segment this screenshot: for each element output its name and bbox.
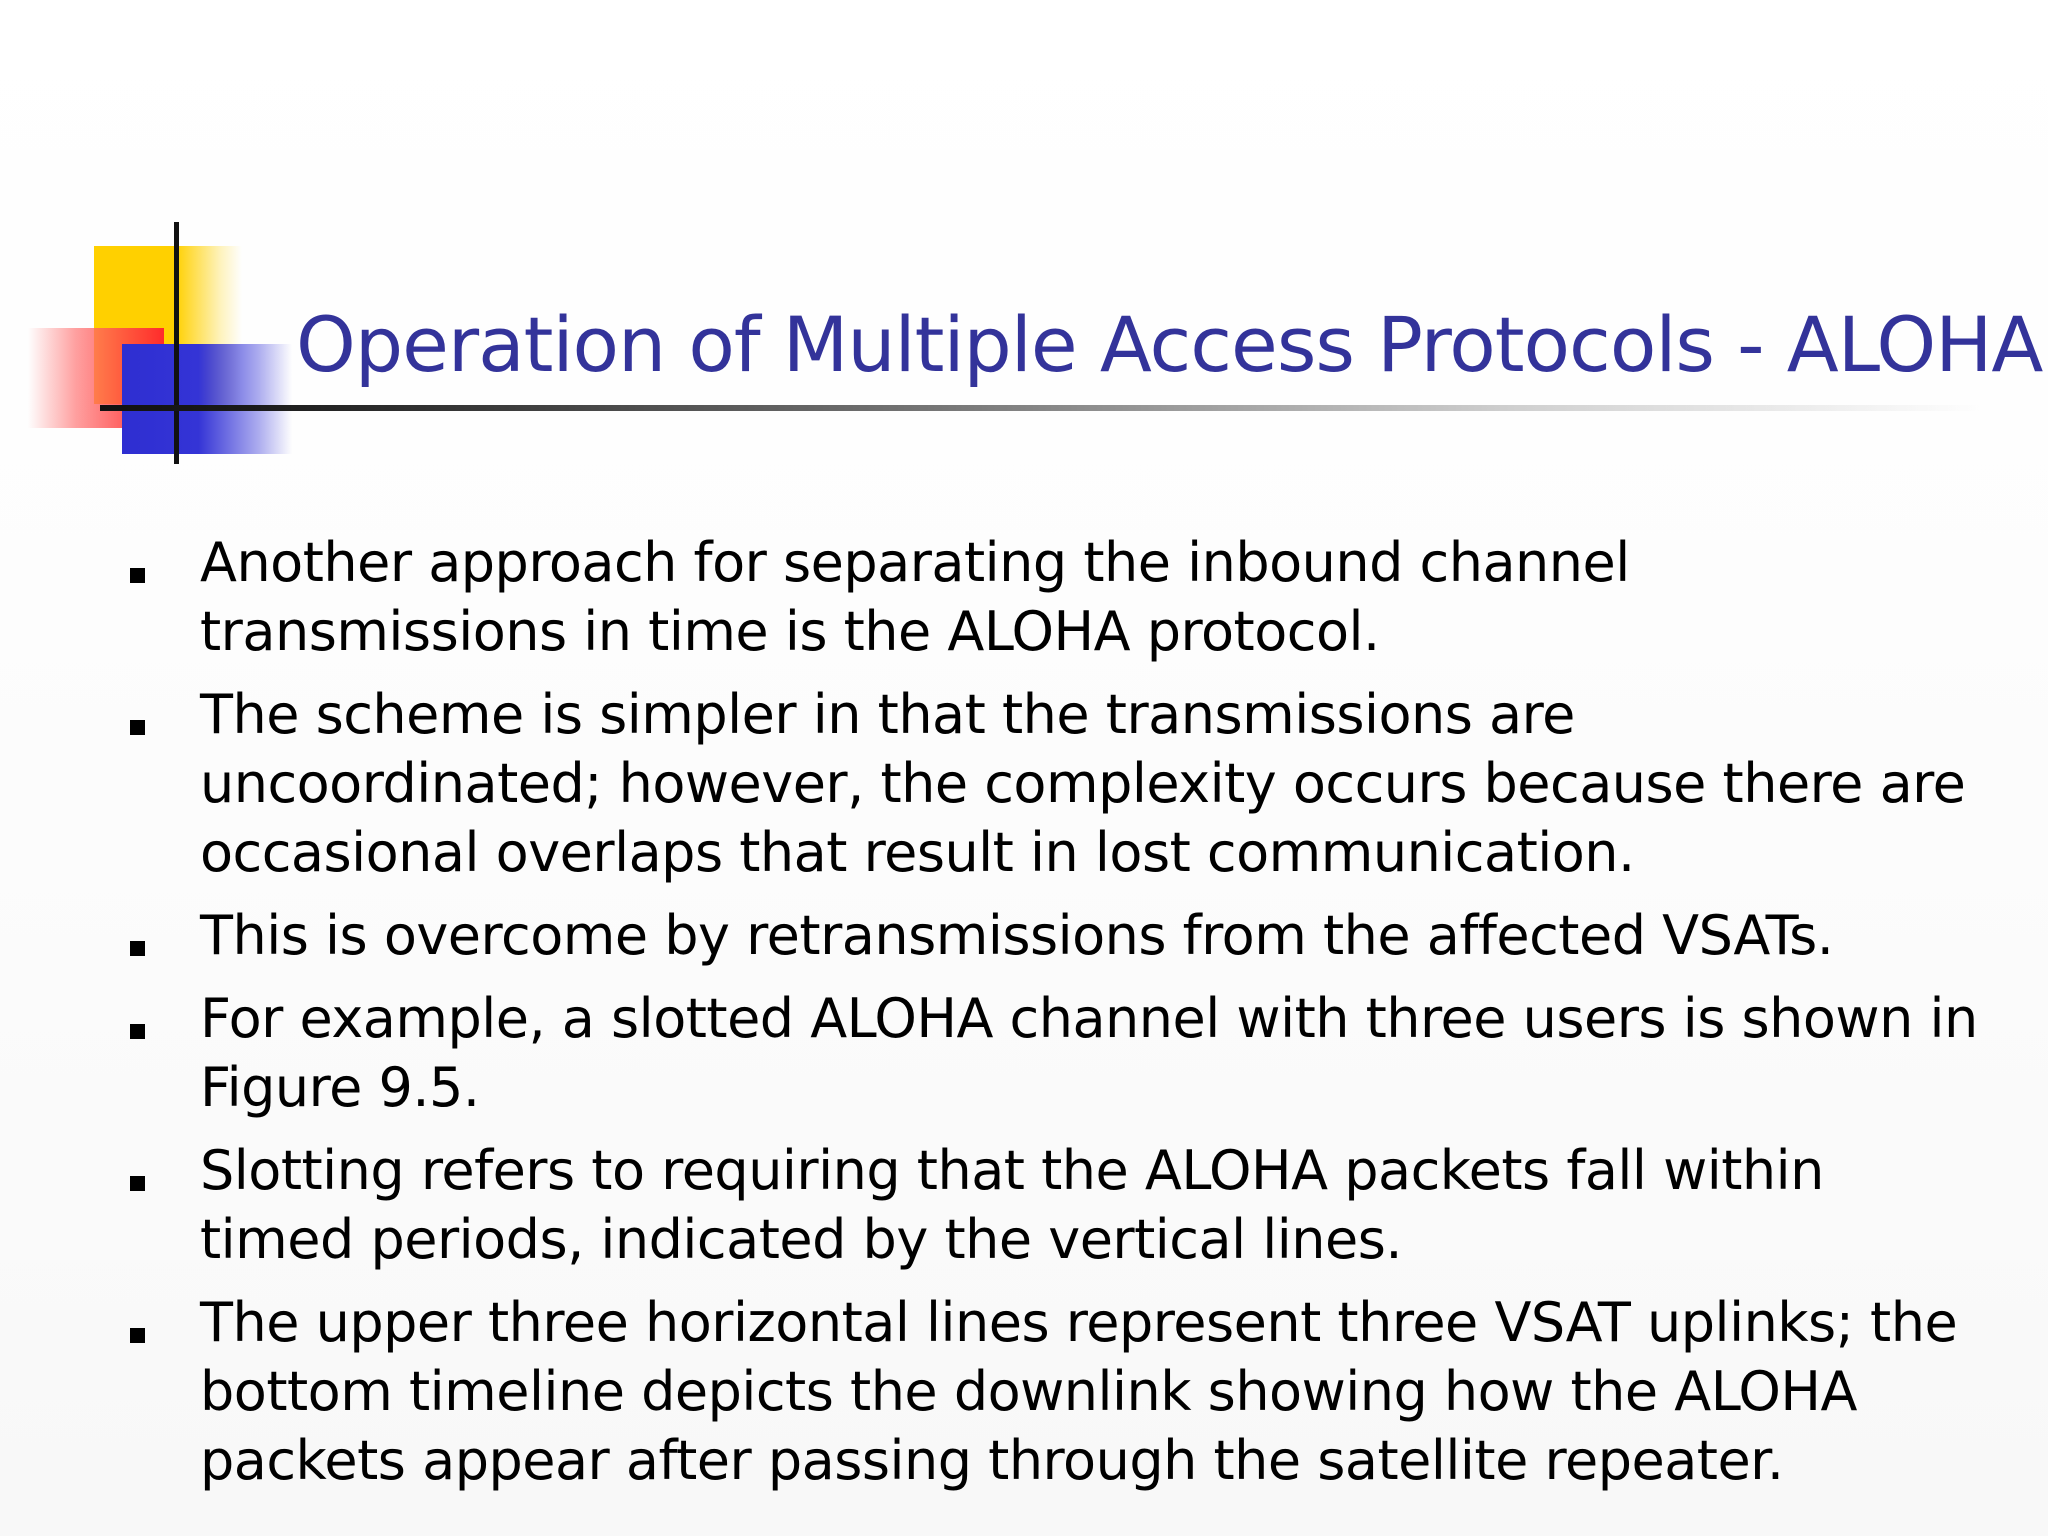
bullet-item [120, 901, 1980, 970]
bullet-text: For example, a slotted ALOHA channel with three users is shown in Figure 9.5. [200, 987, 1978, 1119]
square-bullet-icon [130, 1176, 145, 1191]
square-bullet-icon [130, 568, 145, 583]
square-bullet-icon [130, 720, 145, 735]
bullet-text: The upper three horizontal lines represent three VSAT uplinks; the bottom timeline depicts the downlink showing how the ALOHA packets appear after passing through the satellite repeater. [200, 1291, 1958, 1492]
bullet-text: Another approach for separating the inbound channel transmissions in time is the ALOHA protocol. [200, 531, 1630, 663]
bullet-item [120, 984, 1980, 1122]
bullet-text: The scheme is simpler in that the transmissions are uncoordinated; however, the complexity occurs because there are occasional overlaps that result in lost communication. [200, 683, 1966, 884]
bullet-item [120, 680, 1980, 887]
logo-vertical-line [174, 222, 179, 464]
bullet-item [120, 1136, 1980, 1274]
square-bullet-icon [130, 1024, 145, 1039]
slide-title: Operation of Multiple Access Protocols - ALOHA [296, 300, 2043, 389]
square-bullet-icon [130, 941, 145, 956]
bullet-list [120, 528, 1980, 1509]
logo-blue-square [122, 344, 292, 454]
bullet-item [120, 528, 1980, 666]
bullet-item [120, 1288, 1980, 1495]
title-underline [100, 405, 1980, 411]
bullet-text: Slotting refers to requiring that the ALOHA packets fall within timed periods, indicated by the vertical lines. [200, 1139, 1824, 1271]
square-bullet-icon [130, 1328, 145, 1343]
bullet-text: This is overcome by retransmissions from the affected VSATs. [200, 904, 1834, 967]
